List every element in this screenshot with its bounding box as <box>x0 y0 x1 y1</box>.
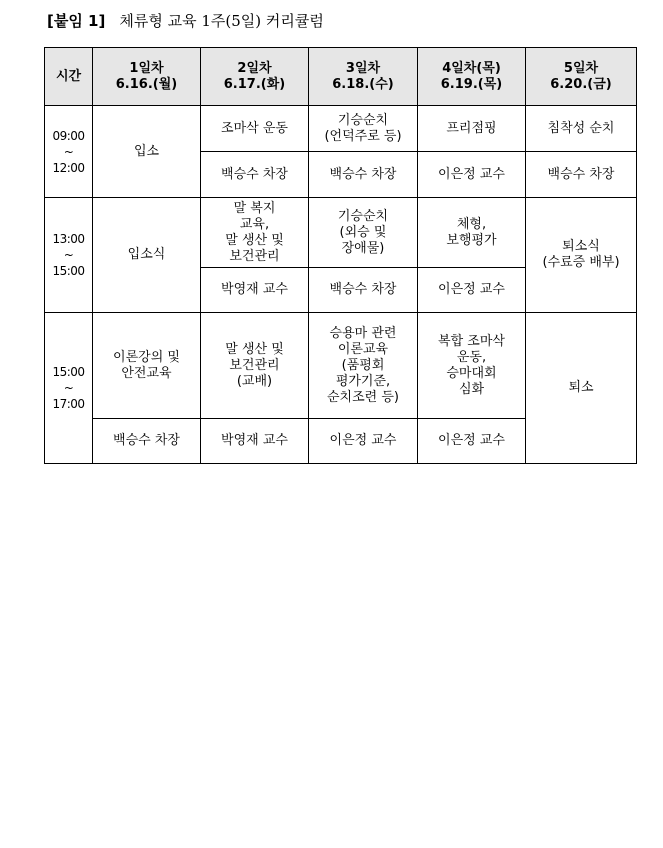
cell-instructor: 백승수 차장 <box>93 419 201 464</box>
cell-topic: 침착성 순치 <box>526 106 637 152</box>
cell-day1-morning: 입소 <box>93 106 201 198</box>
title-text: 체류형 교육 1주(5일) 커리큘럼 <box>119 12 324 30</box>
cell-instructor: 백승수 차장 <box>309 152 418 198</box>
cell-topic: 복합 조마삭 운동, 승마대회 심화 <box>418 313 526 419</box>
header-time: 시간 <box>45 48 93 106</box>
header-day-2: 2일차 6.17.(화) <box>201 48 309 106</box>
cell-topic: 체형, 보행평가 <box>418 198 526 268</box>
cell-topic: 승용마 관련 이론교육 (품평회 평가기준, 순치조련 등) <box>309 313 418 419</box>
cell-topic: 기승순치 (외승 및 장애물) <box>309 198 418 268</box>
cell-day1-afternoon: 입소식 <box>93 198 201 313</box>
curriculum-table <box>44 47 637 464</box>
table-row <box>45 313 637 419</box>
cell-instructor: 박영재 교수 <box>201 419 309 464</box>
cell-topic: 기승순치 (언덕주로 등) <box>309 106 418 152</box>
cell-instructor: 이은정 교수 <box>418 419 526 464</box>
cell-day1-late-topic: 이론강의 및 안전교육 <box>93 313 201 419</box>
cell-topic: 말 복지 교육, 말 생산 및 보건관리 <box>201 198 309 268</box>
time-slot-morning: 09:00 ~ 12:00 <box>45 106 93 198</box>
cell-day5-afternoon: 퇴소식 (수료증 배부) <box>526 198 637 313</box>
cell-instructor: 이은정 교수 <box>309 419 418 464</box>
cell-instructor: 박영재 교수 <box>201 268 309 313</box>
header-day-1: 1일차 6.16.(월) <box>93 48 201 106</box>
cell-topic: 프리점핑 <box>418 106 526 152</box>
cell-instructor: 이은정 교수 <box>418 268 526 313</box>
cell-topic: 조마삭 운동 <box>201 106 309 152</box>
time-slot-late-afternoon: 15:00 ~ 17:00 <box>45 313 93 464</box>
header-day-3: 3일차 6.18.(수) <box>309 48 418 106</box>
document-title <box>47 10 324 31</box>
time-slot-afternoon: 13:00 ~ 15:00 <box>45 198 93 313</box>
header-row <box>45 48 637 106</box>
cell-topic: 말 생산 및 보건관리 (교배) <box>201 313 309 419</box>
cell-day5-late: 퇴소 <box>526 313 637 464</box>
header-day-5: 5일차 6.20.(금) <box>526 48 637 106</box>
cell-instructor: 이은정 교수 <box>418 152 526 198</box>
table-row <box>45 198 637 268</box>
table-row <box>45 106 637 152</box>
header-day-4: 4일차(목) 6.19.(목) <box>418 48 526 106</box>
cell-instructor: 백승수 차장 <box>309 268 418 313</box>
attachment-label: [붙임 1] <box>47 12 106 30</box>
cell-instructor: 백승수 차장 <box>526 152 637 198</box>
cell-instructor: 백승수 차장 <box>201 152 309 198</box>
